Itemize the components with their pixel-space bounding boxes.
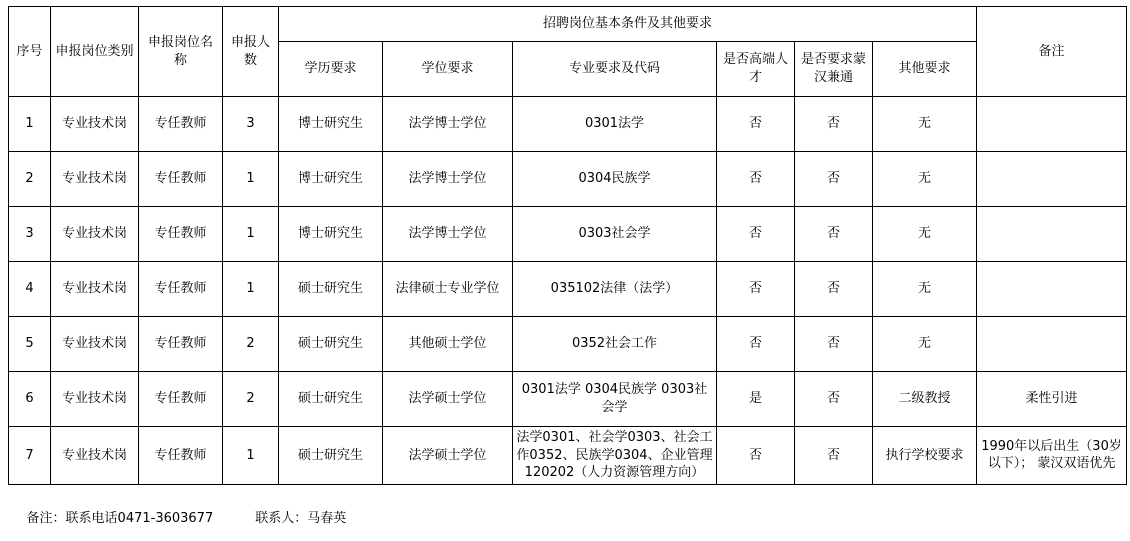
cell-headcount: 3 — [223, 97, 279, 152]
cell-mongolian: 否 — [795, 152, 873, 207]
cell-degree: 法学硕士学位 — [383, 372, 513, 427]
cell-seq: 6 — [9, 372, 51, 427]
cell-category: 专业技术岗 — [51, 372, 139, 427]
footer-phone: 联系电话0471-3603677 — [65, 510, 214, 526]
header-major: 专业要求及代码 — [513, 42, 717, 97]
cell-other: 无 — [873, 97, 977, 152]
cell-other: 无 — [873, 207, 977, 262]
cell-category: 专业技术岗 — [51, 97, 139, 152]
cell-category: 专业技术岗 — [51, 317, 139, 372]
cell-education: 硕士研究生 — [279, 317, 383, 372]
cell-headcount: 1 — [223, 207, 279, 262]
cell-category: 专业技术岗 — [51, 207, 139, 262]
table-row — [9, 152, 1127, 207]
cell-major: 0303社会学 — [513, 207, 717, 262]
cell-mongolian: 否 — [795, 207, 873, 262]
header-post-name: 申报岗位名称 — [139, 7, 223, 97]
header-seq: 序号 — [9, 7, 51, 97]
cell-seq: 5 — [9, 317, 51, 372]
header-category: 申报岗位类别 — [51, 7, 139, 97]
cell-other: 无 — [873, 152, 977, 207]
footer-label: 备注： — [26, 510, 66, 526]
cell-degree: 法学硕士学位 — [383, 427, 513, 485]
cell-remark — [977, 317, 1127, 372]
cell-other: 无 — [873, 262, 977, 317]
cell-high-end: 是 — [717, 372, 795, 427]
table-row — [9, 427, 1127, 485]
cell-seq: 4 — [9, 262, 51, 317]
cell-education: 博士研究生 — [279, 97, 383, 152]
footer-note — [10, 492, 1126, 541]
cell-mongolian: 否 — [795, 427, 873, 485]
footer-contact-name: 马春英 — [307, 510, 347, 526]
cell-seq: 3 — [9, 207, 51, 262]
cell-education: 博士研究生 — [279, 152, 383, 207]
header-mongolian: 是否要求蒙汉兼通 — [795, 42, 873, 97]
cell-major: 035102法律（法学） — [513, 262, 717, 317]
header-degree: 学位要求 — [383, 42, 513, 97]
header-headcount: 申报人数 — [223, 7, 279, 97]
cell-headcount: 2 — [223, 372, 279, 427]
cell-major: 0301法学 — [513, 97, 717, 152]
cell-post-name: 专任教师 — [139, 262, 223, 317]
cell-seq: 7 — [9, 427, 51, 485]
cell-mongolian: 否 — [795, 317, 873, 372]
recruitment-table — [8, 6, 1127, 485]
cell-post-name: 专任教师 — [139, 427, 223, 485]
cell-major: 0352社会工作 — [513, 317, 717, 372]
table-row — [9, 372, 1127, 427]
cell-post-name: 专任教师 — [139, 152, 223, 207]
cell-post-name: 专任教师 — [139, 97, 223, 152]
header-education: 学历要求 — [279, 42, 383, 97]
cell-post-name: 专任教师 — [139, 317, 223, 372]
cell-high-end: 否 — [717, 427, 795, 485]
cell-degree: 法学博士学位 — [383, 97, 513, 152]
cell-education: 博士研究生 — [279, 207, 383, 262]
table-row — [9, 97, 1127, 152]
cell-post-name: 专任教师 — [139, 372, 223, 427]
table-row — [9, 207, 1127, 262]
table-header-row-top — [9, 7, 1127, 42]
cell-headcount: 2 — [223, 317, 279, 372]
cell-category: 专业技术岗 — [51, 152, 139, 207]
footer-contact-label: 联系人： — [255, 510, 308, 526]
cell-other: 执行学校要求 — [873, 427, 977, 485]
cell-major: 0301法学 0304民族学 0303社会学 — [513, 372, 717, 427]
cell-remark — [977, 152, 1127, 207]
cell-seq: 1 — [9, 97, 51, 152]
cell-remark — [977, 262, 1127, 317]
header-remark: 备注 — [977, 7, 1127, 97]
cell-remark — [977, 207, 1127, 262]
cell-remark: 柔性引进 — [977, 372, 1127, 427]
cell-high-end: 否 — [717, 262, 795, 317]
cell-headcount: 1 — [223, 262, 279, 317]
cell-seq: 2 — [9, 152, 51, 207]
cell-degree: 法学博士学位 — [383, 207, 513, 262]
table-row — [9, 262, 1127, 317]
header-high-end: 是否高端人才 — [717, 42, 795, 97]
cell-headcount: 1 — [223, 152, 279, 207]
cell-headcount: 1 — [223, 427, 279, 485]
cell-high-end: 否 — [717, 317, 795, 372]
cell-education: 硕士研究生 — [279, 262, 383, 317]
cell-degree: 法律硕士专业学位 — [383, 262, 513, 317]
header-group-title: 招聘岗位基本条件及其他要求 — [279, 7, 977, 42]
header-other: 其他要求 — [873, 42, 977, 97]
cell-mongolian: 否 — [795, 262, 873, 317]
cell-remark — [977, 97, 1127, 152]
table-row — [9, 317, 1127, 372]
cell-high-end: 否 — [717, 152, 795, 207]
cell-remark: 1990年以后出生（30岁以下）； 蒙汉双语优先 — [977, 427, 1127, 485]
cell-post-name: 专任教师 — [139, 207, 223, 262]
cell-mongolian: 否 — [795, 372, 873, 427]
cell-degree: 其他硕士学位 — [383, 317, 513, 372]
cell-mongolian: 否 — [795, 97, 873, 152]
cell-degree: 法学博士学位 — [383, 152, 513, 207]
cell-major: 0304民族学 — [513, 152, 717, 207]
cell-major: 法学0301、社会学0303、社会工作0352、民族学0304、企业管理120202（人力资源管理方向） — [513, 427, 717, 485]
cell-other: 无 — [873, 317, 977, 372]
cell-high-end: 否 — [717, 207, 795, 262]
cell-category: 专业技术岗 — [51, 427, 139, 485]
cell-other: 二级教授 — [873, 372, 977, 427]
cell-high-end: 否 — [717, 97, 795, 152]
cell-education: 硕士研究生 — [279, 427, 383, 485]
cell-education: 硕士研究生 — [279, 372, 383, 427]
cell-category: 专业技术岗 — [51, 262, 139, 317]
